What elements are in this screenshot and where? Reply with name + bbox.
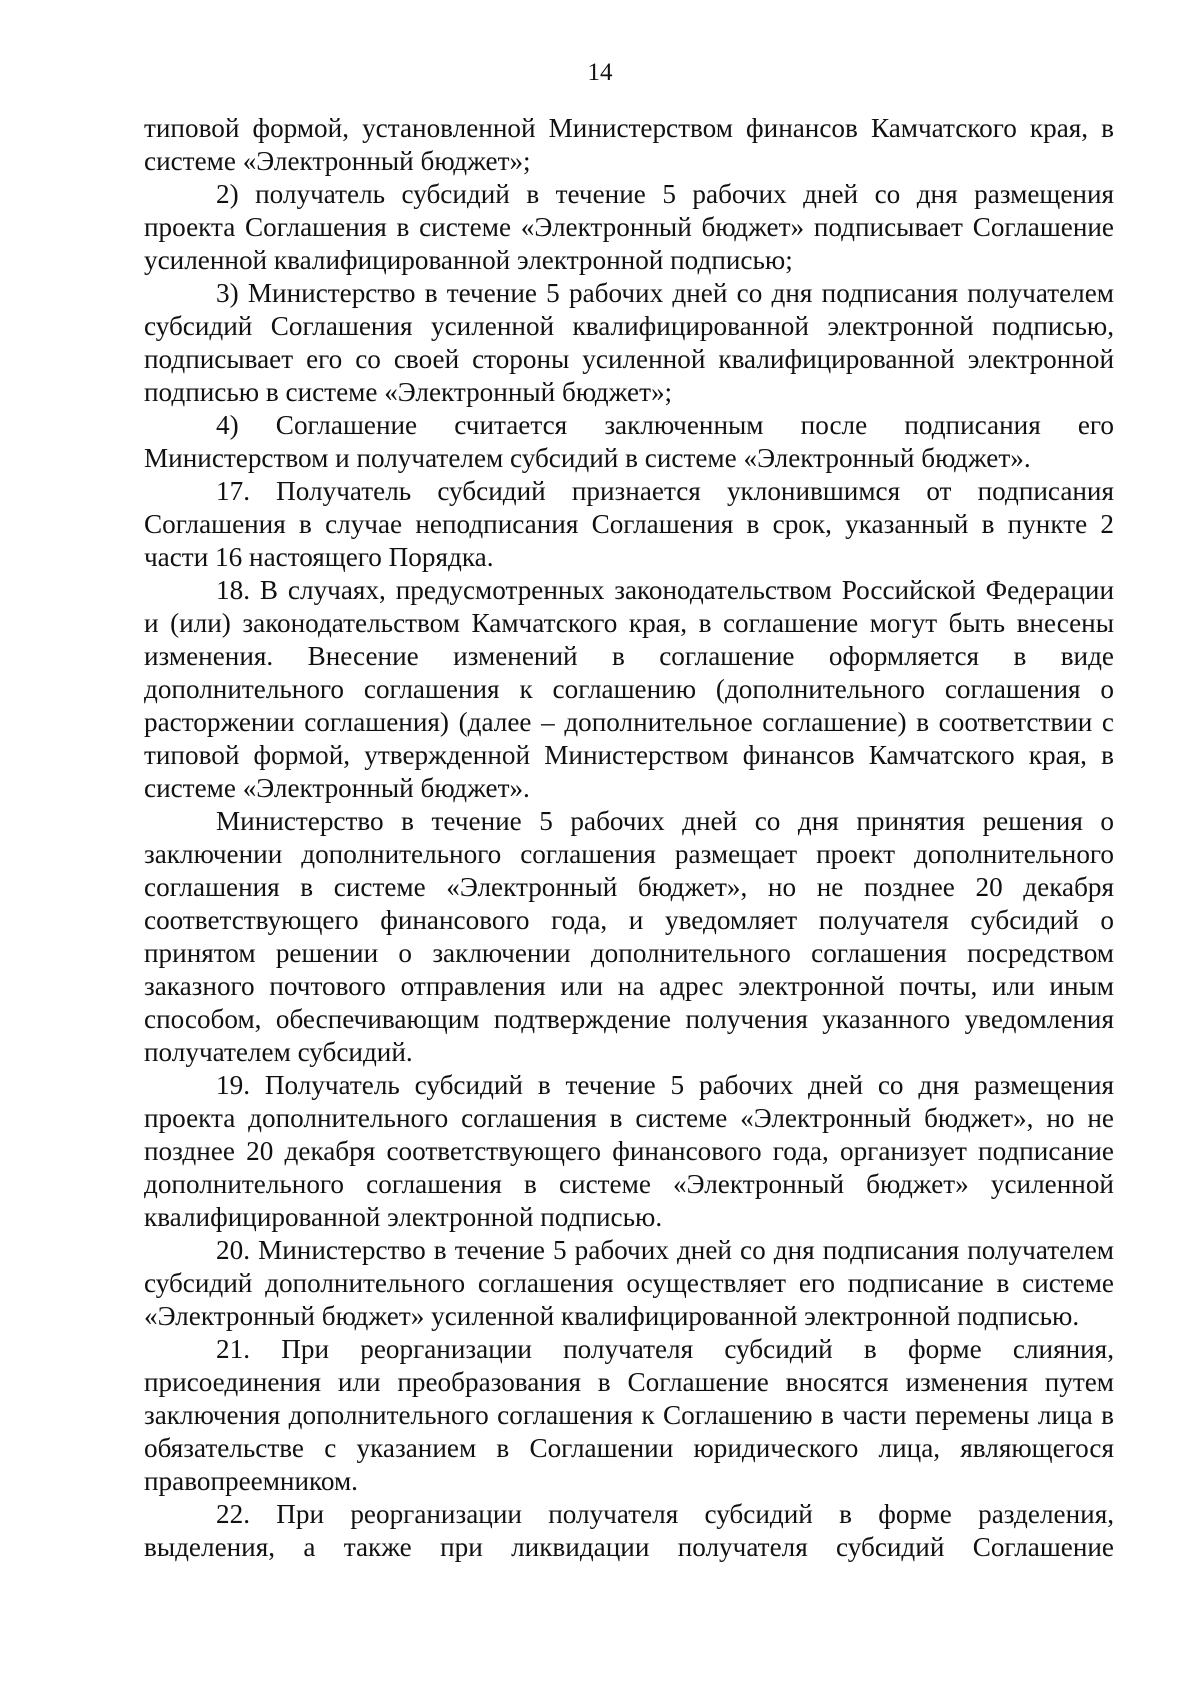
paragraph-18-notice: Министерство в течение 5 рабочих дней со дня принятия решения о заключении дополнительного соглашения размещает проект дополнительного соглашения в системе «Электронный бюджет», но не позднее 20 декабря соответствующего финансового года, и уведомляет получателя субсидий о принятом решении о заключении дополнительного соглашения посредством заказного почтового отправления или на адрес электронной почты, или иным способом, обеспечивающим подтверждение получения указанного уведомления получателем субсидий. bbox=[144, 806, 1114, 1067]
paragraph-18: 18. В случаях, предусмотренных законодательством Российской Федерации и (или) законодательством Камчатского края, в соглашение могут быть внесены изменения. Внесение изменений в соглашение оформляется в виде дополнительного соглашения к соглашению (дополнительного соглашения о расторжении соглашения) (далее – дополнительное соглашение) в соответствии с типовой формой, утвержденной Министерством финансов Камчатского края, в системе «Электронный бюджет». bbox=[144, 575, 1114, 803]
page-number: 14 bbox=[587, 59, 613, 86]
paragraph-22: 22. При реорганизации получателя субсидий в форме разделения, выделения, а также при ликвидации получателя субсидий Соглашение bbox=[144, 1499, 1114, 1562]
document-body bbox=[144, 112, 1114, 1564]
paragraph-16-2: 2) получатель субсидий в течение 5 рабочих дней со дня размещения проекта Соглашения в системе «Электронный бюджет» подписывает Соглашение усиленной квалифицированной электронной подписью; bbox=[144, 179, 1114, 275]
paragraph-16-4: 4) Соглашение считается заключенным после подписания его Министерством и получателем субсидий в системе «Электронный бюджет». bbox=[144, 410, 1114, 473]
paragraph-17: 17. Получатель субсидий признается уклонившимся от подписания Соглашения в случае неподписания Соглашения в срок, указанный в пункте 2 части 16 настоящего Порядка. bbox=[144, 476, 1114, 572]
paragraph-16-3: 3) Министерство в течение 5 рабочих дней со дня подписания получателем субсидий Соглашения усиленной квалифицированной электронной подписью, подписывает его со своей стороны усиленной квалифицированной электронной подписью в системе «Электронный бюджет»; bbox=[144, 278, 1114, 407]
paragraph-20: 20. Министерство в течение 5 рабочих дней со дня подписания получателем субсидий дополнительного соглашения осуществляет его подписание в системе «Электронный бюджет» усиленной квалифицированной электронной подписью. bbox=[144, 1235, 1114, 1331]
paragraph-19: 19. Получатель субсидий в течение 5 рабочих дней со дня размещения проекта дополнительного соглашения в системе «Электронный бюджет», но не позднее 20 декабря соответствующего финансового года, организует подписание дополнительного соглашения в системе «Электронный бюджет» усиленной квалифицированной электронной подписью. bbox=[144, 1070, 1114, 1232]
paragraph-21: 21. При реорганизации получателя субсидий в форме слияния, присоединения или преобразования в Соглашение вносятся изменения путем заключения дополнительного соглашения к Соглашению в части перемены лица в обязательстве с указанием в Соглашении юридического лица, являющегося правопреемником. bbox=[144, 1334, 1114, 1496]
paragraph-continuation: типовой формой, установленной Министерством финансов Камчатского края, в системе «Электронный бюджет»; bbox=[144, 113, 1114, 176]
